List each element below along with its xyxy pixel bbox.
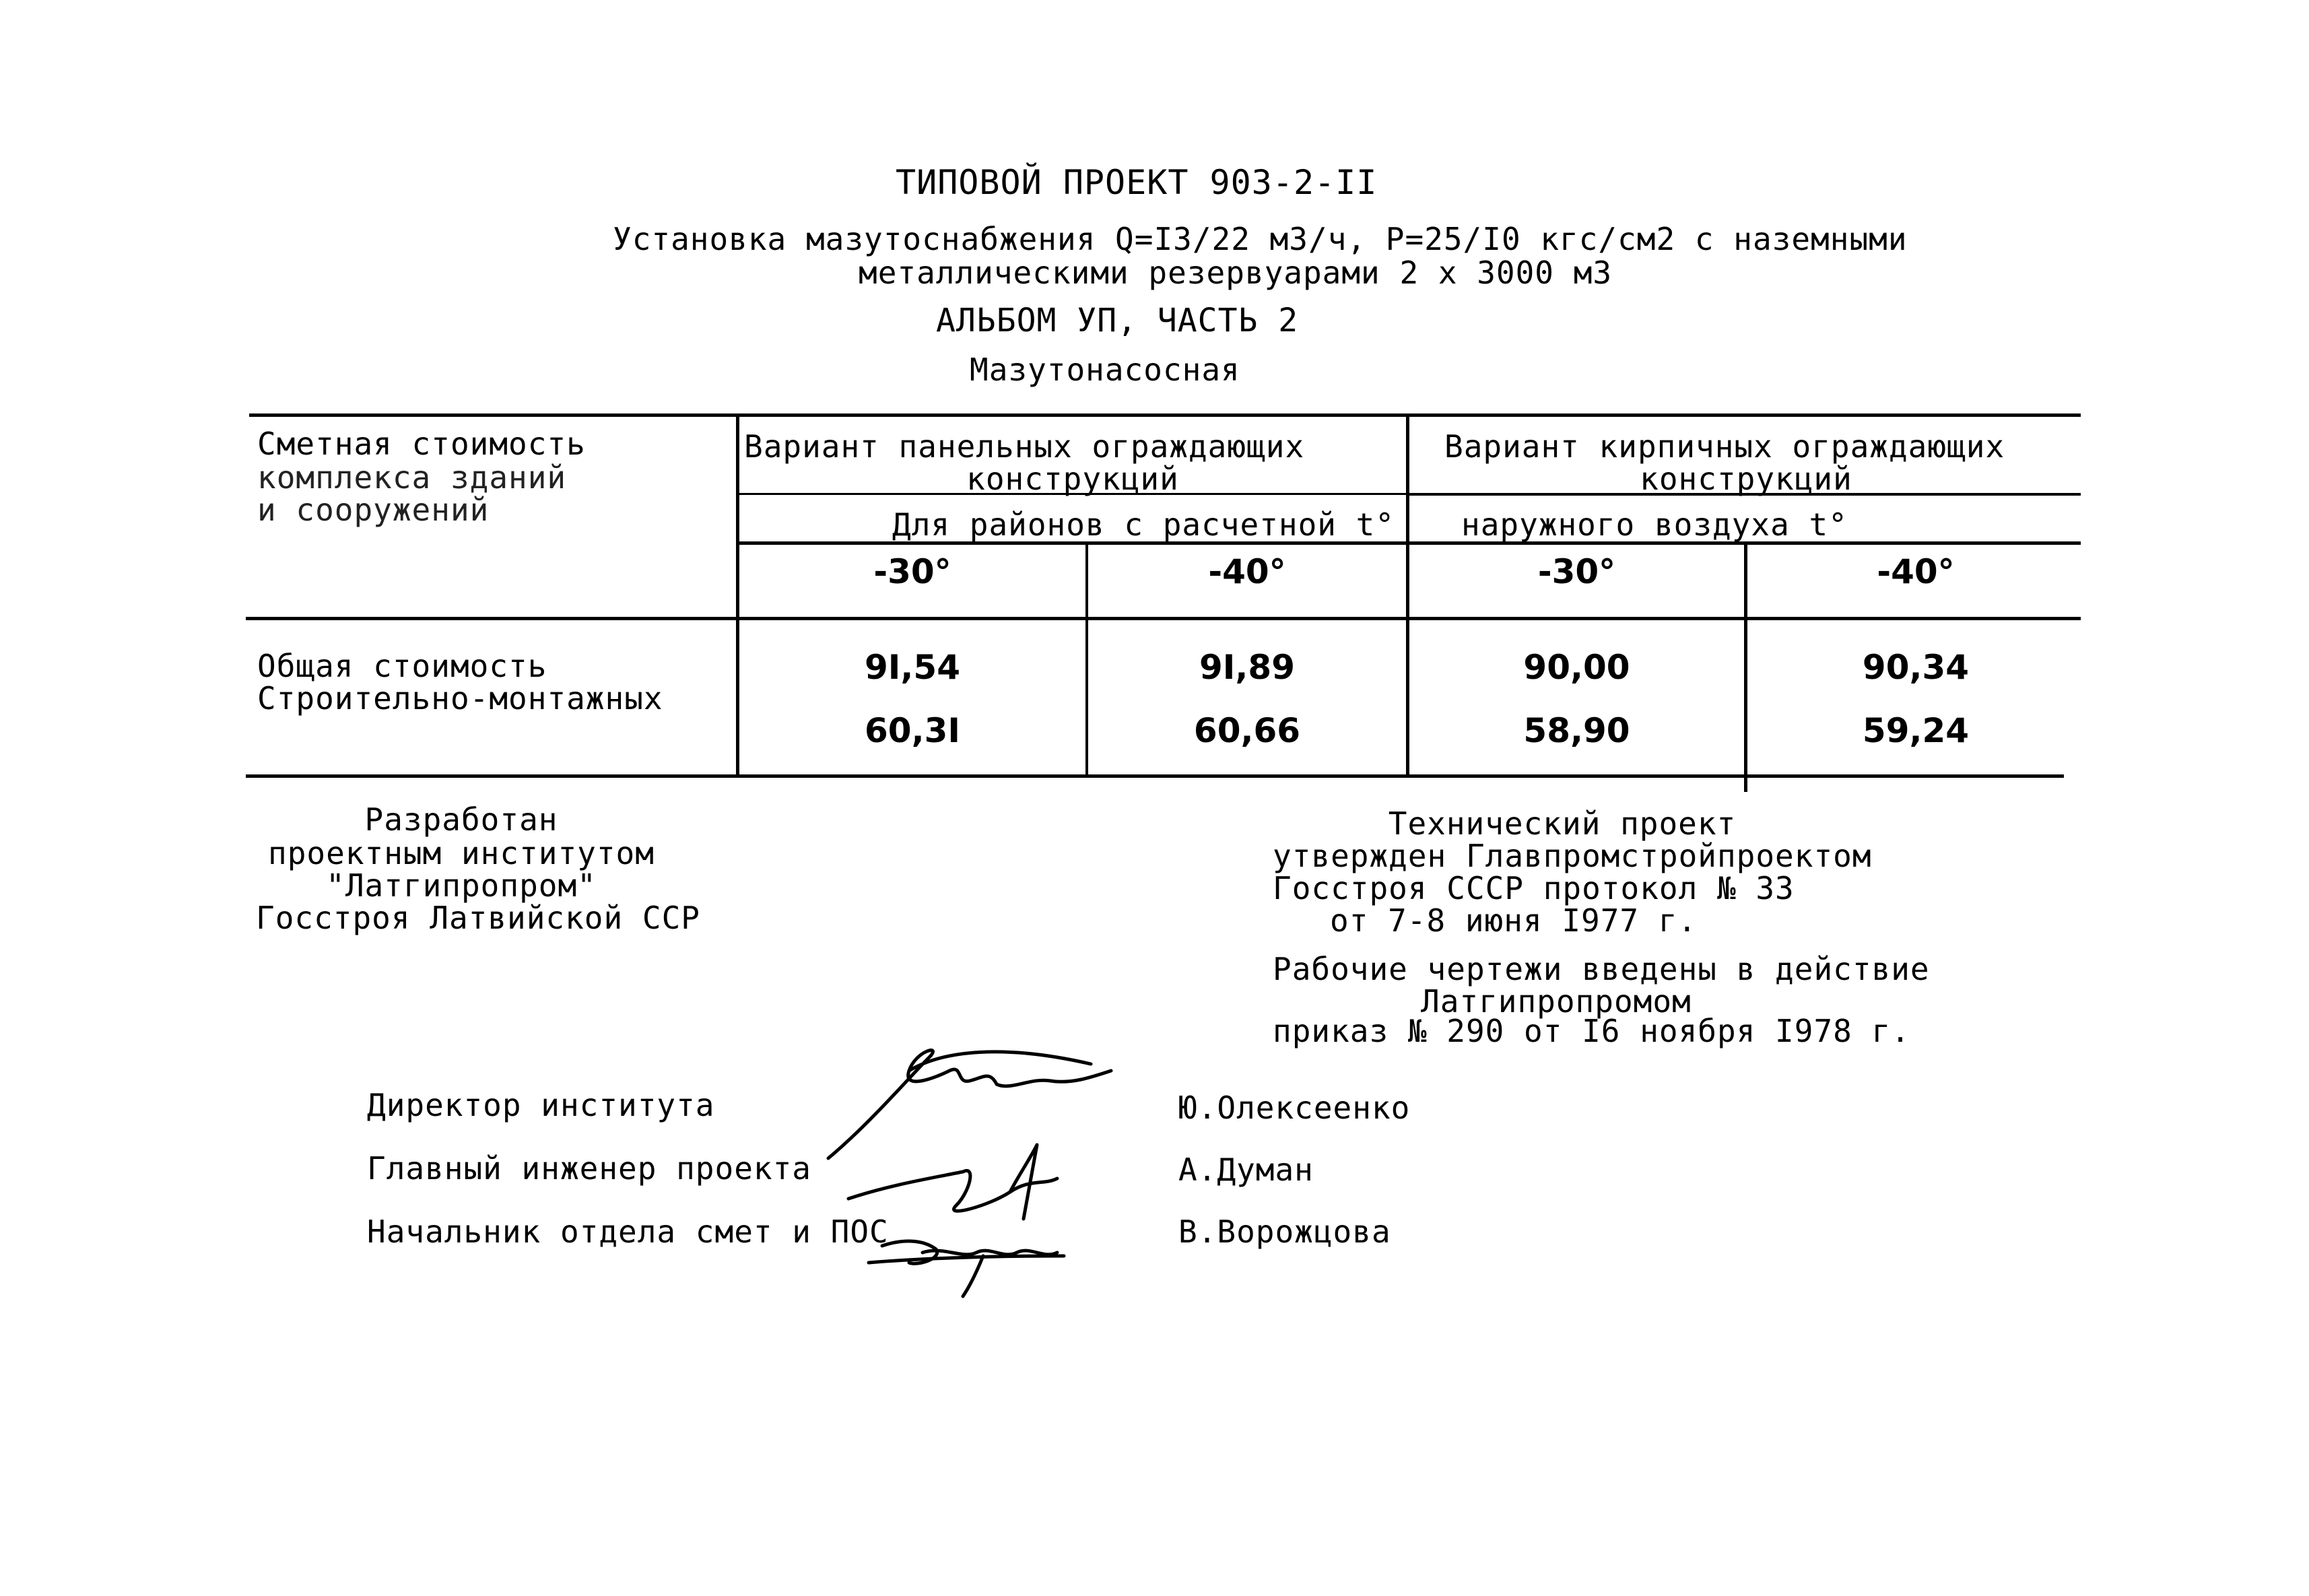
table-header-rule <box>246 617 2081 620</box>
row-label-line2: Строительно-монтажных <box>257 680 663 717</box>
signature-role-chief-engineer: Главный инженер проекта <box>367 1150 811 1187</box>
group2-header-line2: конструкций <box>1640 461 1852 497</box>
developer-line1: Разработан <box>364 801 558 838</box>
signature-name-chief-engineer: А.Думан <box>1178 1152 1314 1188</box>
section-title: Мазутонасосная <box>970 352 1240 388</box>
col0-header-line1: Сметная стоимость <box>257 426 586 462</box>
developer-line4: Госстроя Латвийской ССР <box>256 900 700 936</box>
temp-col2: -40° <box>1208 552 1286 591</box>
handwritten-signatures <box>808 1024 1172 1306</box>
table-top-rule <box>249 413 2081 417</box>
row-label-line1: Общая стоимость <box>257 648 547 684</box>
developer-line3: "Латгипропром" <box>326 867 597 904</box>
group1-header-line2: конструкций <box>966 461 1179 497</box>
table-cell: 90,34 <box>1862 648 1970 687</box>
developer-line2: проектным институтом <box>268 835 655 871</box>
signature-role-estimates-head: Начальник отдела смет и ПОС <box>367 1213 889 1250</box>
album-title: АЛЬБОМ УП, ЧАСТЬ 2 <box>936 302 1299 339</box>
signature-role-director: Директор института <box>367 1087 715 1123</box>
sub-header-left: Для районов с расчетной t° <box>892 506 1395 543</box>
col0-header-line2: комплекса зданий <box>257 459 567 496</box>
approval-line4: от 7-8 июня I977 г. <box>1330 902 1698 939</box>
approval-line7: приказ № 290 от I6 ноября I978 г. <box>1273 1013 1910 1049</box>
signature-name-director: Ю.Олексеенко <box>1178 1090 1411 1126</box>
table-cell: 9I,54 <box>865 648 960 687</box>
col0-header-line3: и сооружений <box>257 492 490 528</box>
table-cell: 59,24 <box>1862 711 1970 750</box>
table-cell: 58,90 <box>1523 711 1630 750</box>
signature-name-estimates-head: В.Ворожцова <box>1178 1213 1391 1250</box>
group1-header-line1: Вариант панельных ограждающих <box>744 428 1305 465</box>
approval-line5: Рабочие чертежи введены в действие <box>1273 951 1930 987</box>
temp-col4: -40° <box>1877 552 1955 591</box>
approval-line6: Латгипропромом <box>1421 983 1692 1020</box>
temp-col1: -30° <box>873 552 951 591</box>
table-bottom-rule <box>246 774 2064 778</box>
table-cell: 60,3I <box>865 711 960 750</box>
project-subtitle-line2: металлическими резервуарами 2 х 3000 м3 <box>859 255 1613 291</box>
table-cell: 9I,89 <box>1199 648 1295 687</box>
approval-line1: Технический проект <box>1388 805 1737 842</box>
table-cell: 60,66 <box>1193 711 1301 750</box>
project-subtitle-line1: Установка мазутоснабжения Q=I3/22 м3/ч, P=25/I0 кгс/см2 с наземными <box>613 221 1908 257</box>
group2-header-line1: Вариант кирпичных ограждающих <box>1444 428 2005 465</box>
project-title: ТИПОВОЙ ПРОЕКТ 903-2-II <box>896 163 1378 202</box>
temp-col3: -30° <box>1537 552 1616 591</box>
approval-line3: Госстроя СССР протокол № 33 <box>1273 870 1795 906</box>
sub-header-right: наружного воздуха t° <box>1461 506 1848 543</box>
table-cell: 90,00 <box>1523 648 1630 687</box>
approval-line2: утвержден Главпромстройпроектом <box>1273 838 1872 874</box>
